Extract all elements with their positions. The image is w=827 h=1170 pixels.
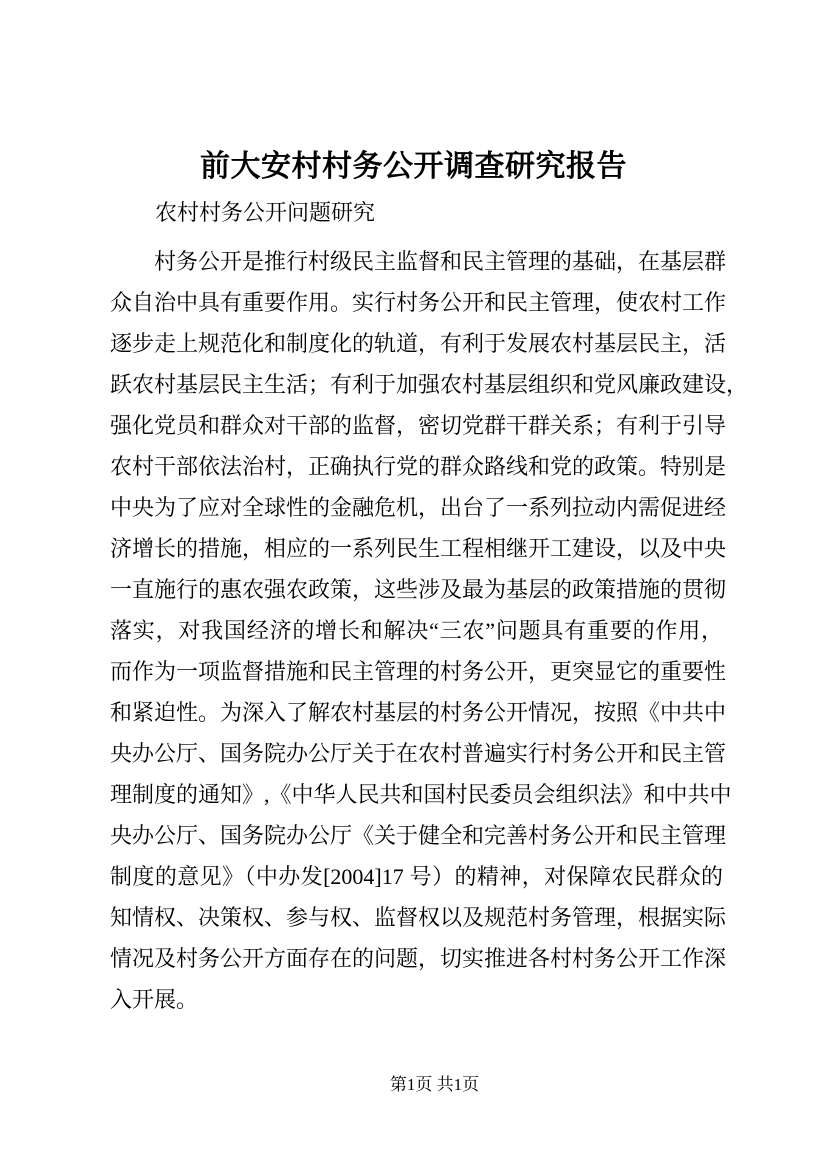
body-line: 逐步走上规范化和制度化的轨道，有利于发展农村基层民主，活: [110, 331, 727, 356]
body-line: 众自治中具有重要作用。实行村务公开和民主管理，使农村工作: [110, 290, 727, 315]
body-line: 情况及村务公开方面存在的问题，切实推进各村村务公开工作深: [110, 946, 727, 971]
body-line: 一直施行的惠农强农政策，这些涉及最为基层的政策措施的贯彻: [110, 577, 727, 602]
body-line: 理制度的通知》,《中华人民共和国村民委员会组织法》和中共中: [110, 782, 732, 807]
body-line: 央办公厅、国务院办公厅《关于健全和完善村务公开和民主管理: [110, 823, 727, 848]
document-body-paragraph: [110, 241, 749, 1020]
body-line: 落实，对我国经济的增长和解决“三农”问题具有重要的作用，: [110, 618, 723, 643]
body-line: 跃农村基层民主生活；有利于加强农村基层组织和党风廉政建设，: [110, 372, 749, 397]
page-number-text: 第1页 共1页: [389, 1075, 480, 1094]
body-line: 制度的意见》（中办发[2004]17 号）的精神，对保障农民群众的: [110, 864, 723, 889]
body-line: 央办公厅、国务院办公厅关于在农村普遍实行村务公开和民主管: [110, 741, 727, 766]
body-line: 济增长的措施，相应的一系列民生工程相继开工建设，以及中央: [110, 536, 727, 561]
document-subtitle: 农村村务公开问题研究: [155, 200, 376, 225]
body-line: 农村干部依法治村，正确执行党的群众路线和党的政策。特别是: [110, 454, 727, 479]
body-line: 知情权、决策权、参与权、监督权以及规范村务管理，根据实际: [110, 905, 727, 930]
page-footer: [0, 1074, 827, 1096]
body-line: 强化党员和群众对干部的监督，密切党群干群关系；有利于引导: [110, 413, 727, 438]
body-line: 中央为了应对全球性的金融危机，出台了一系列拉动内需促进经: [110, 495, 727, 520]
body-line: 入开展。: [110, 987, 199, 1012]
body-line: 和紧迫性。为深入了解农村基层的村务公开情况，按照《中共中: [110, 700, 727, 725]
document-title: 前大安村村务公开调查研究报告: [200, 150, 627, 183]
body-line: 村务公开是推行村级民主监督和民主管理的基础，在基层群: [154, 249, 727, 274]
body-line: 而作为一项监督措施和民主管理的村务公开，更突显它的重要性: [110, 659, 727, 684]
